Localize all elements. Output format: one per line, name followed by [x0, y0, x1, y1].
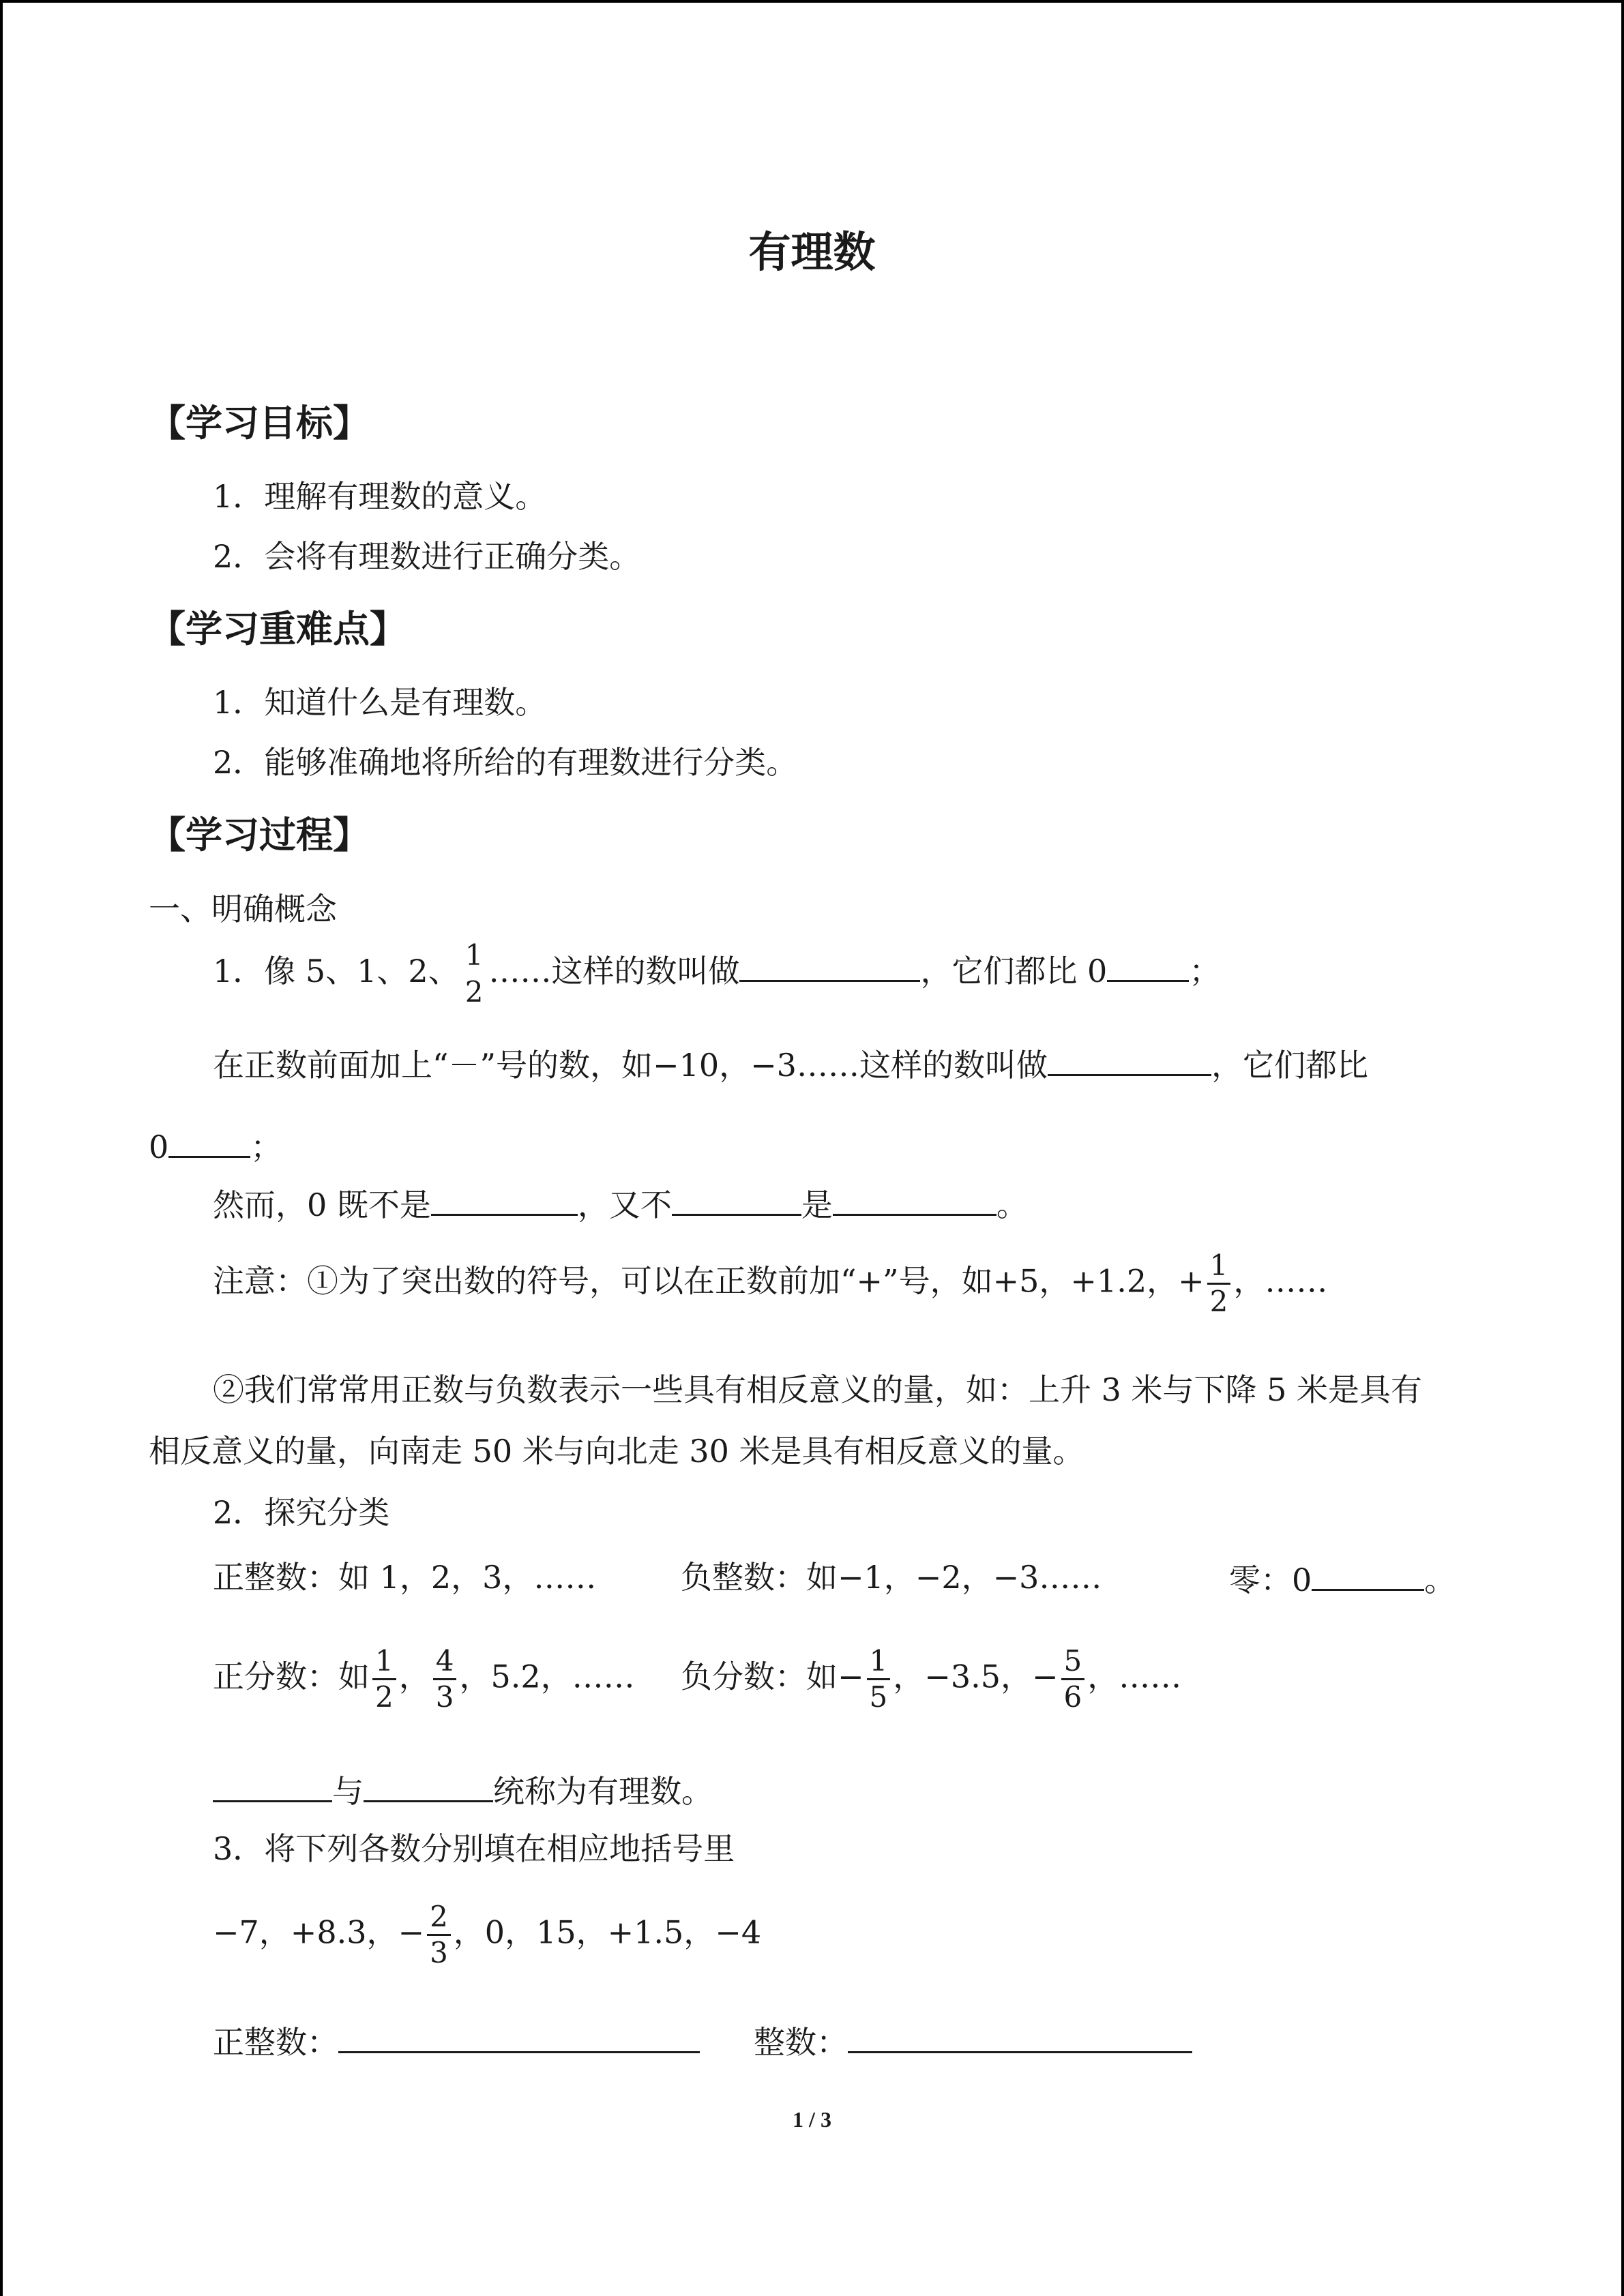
negative-fraction-1-numerator: 1 [867, 1647, 891, 1680]
negative-def-zero: 0 [149, 1129, 169, 1165]
q1-line [213, 938, 1221, 1009]
note2-line-1: ②我们常常用正数与负数表示一些具有相反意义的量，如：上升 3 米与下降 5 米是具有 [213, 1371, 1423, 1408]
negative-example-2: −3 [750, 1047, 797, 1084]
positive-fractions-rest: ，5.2，…… [459, 1658, 635, 1695]
negative-integers-values: −1，−2，−3…… [838, 1559, 1102, 1596]
zero-category-end: 。 [1424, 1562, 1456, 1598]
negative-integers-label: 负整数：如 [681, 1559, 838, 1596]
q3-fraction [427, 1900, 451, 1969]
page-border-top [0, 0, 1624, 3]
key-point-item-1: 1．知道什么是有理数。 [213, 684, 547, 721]
note1-text-b: ，…… [1233, 1262, 1328, 1300]
negative-def-text-a: 在正数前面加上“－”号的数，如 [213, 1047, 653, 1084]
negative-fraction-1-denominator: 5 [869, 1680, 888, 1714]
fill-positive-integers-label: 正整数： [213, 2024, 338, 2061]
positive-fractions-label: 正分数：如 [213, 1658, 370, 1695]
heading-key-points: 【学习重难点】 [149, 608, 407, 651]
q1-text-c: ，它们都比 0 [920, 953, 1108, 989]
note2-line-2: 相反意义的量，向南走 50 米与向北走 30 米是具有相反意义的量。 [149, 1433, 1084, 1470]
positive-fraction-2 [433, 1644, 457, 1714]
q1-text-a: 1．像 5、1、2、 [213, 953, 460, 989]
q3-fraction-numerator: 2 [427, 1903, 451, 1936]
zero-blank-3[interactable] [833, 1187, 996, 1216]
fill-integers-blank[interactable] [848, 2024, 1192, 2053]
zero-text-a: 然而，0 既不是 [213, 1187, 431, 1223]
negative-fractions-end: ，…… [1087, 1658, 1182, 1695]
negative-def-line [213, 1047, 1368, 1084]
note1-fraction-numerator: 1 [1207, 1251, 1231, 1285]
note1-line [213, 1251, 1327, 1316]
page-border-right [1621, 0, 1624, 2296]
negative-fraction-2-denominator: 6 [1063, 1680, 1082, 1714]
zero-text-d: 。 [996, 1187, 1028, 1223]
q1-fraction-denominator: 2 [464, 975, 484, 1009]
positive-integers-line: 正整数：如 1，2，3，…… [213, 1559, 597, 1596]
q3-fraction-denominator: 3 [430, 1936, 448, 1969]
negative-def-text-e: ； [250, 1129, 282, 1165]
q3-numbers-b: ，0，15，+1.5，−4 [453, 1913, 762, 1951]
negative-def-blank-2[interactable] [168, 1129, 250, 1158]
zero-blank-2[interactable] [672, 1187, 801, 1216]
q1-blank-2[interactable] [1107, 953, 1189, 982]
q2-heading: 2．探究分类 [213, 1494, 390, 1531]
q1-text-b: ……这样的数叫做 [488, 953, 740, 989]
negative-def-line-2 [149, 1129, 282, 1163]
negative-fractions-mid: ，−3.5， [893, 1658, 1032, 1695]
negative-fraction-2-numerator: 5 [1061, 1647, 1085, 1680]
q1-text-d: ； [1189, 953, 1221, 989]
note1-text-a: 注意：①为了突出数的符号，可以在正数前加“+”号，如+5，+1.2，+ [213, 1262, 1205, 1300]
positive-fraction-1-denominator: 2 [375, 1680, 394, 1714]
zero-category-line [1229, 1562, 1456, 1596]
negative-fraction-2 [1061, 1644, 1085, 1714]
part1-heading: 一、明确概念 [149, 891, 337, 927]
unify-blank-1[interactable] [213, 1773, 332, 1802]
page-number: 1 / 3 [793, 2107, 831, 2132]
note1-fraction [1207, 1251, 1231, 1316]
negative-integers-line [681, 1559, 1102, 1596]
negative-example-sep: ， [719, 1047, 751, 1084]
q1-fraction [462, 938, 486, 1009]
negative-def-text-b: ……这样的数叫做 [796, 1047, 1048, 1084]
q3-heading: 3．将下列各数分别填在相应地括号里 [213, 1830, 735, 1867]
q3-fraction-sign: − [398, 1913, 425, 1951]
fill-integers-label: 整数： [754, 2024, 848, 2061]
negative-fraction-1 [867, 1644, 891, 1714]
negative-def-blank-1[interactable] [1048, 1047, 1211, 1076]
positive-fraction-1 [372, 1644, 396, 1714]
unify-line [213, 1773, 713, 1810]
q3-numbers-a: −7，+8.3， [213, 1913, 398, 1951]
heading-process: 【学习过程】 [149, 814, 370, 856]
negative-fraction-2-sign: − [1031, 1658, 1059, 1695]
zero-text-b: ，又不 [577, 1187, 672, 1223]
note1-fraction-denominator: 2 [1209, 1285, 1228, 1318]
negative-fractions-label: 负分数：如 [681, 1658, 838, 1695]
negative-example-1: −10 [653, 1047, 720, 1084]
q1-blank-1[interactable] [739, 953, 920, 982]
fill-integers [754, 2024, 1192, 2061]
unify-blank-2[interactable] [364, 1773, 493, 1802]
key-point-item-2: 2．能够准确地将所给的有理数进行分类。 [213, 744, 798, 781]
zero-category-blank[interactable] [1312, 1562, 1424, 1591]
zero-category-label: 零：0 [1229, 1562, 1312, 1598]
goal-item-1: 1．理解有理数的意义。 [213, 478, 547, 515]
heading-goals: 【学习目标】 [149, 402, 370, 445]
positive-fractions-line [213, 1644, 635, 1714]
positive-fraction-1-numerator: 1 [372, 1647, 396, 1680]
fill-positive-integers-blank[interactable] [338, 2024, 700, 2053]
positive-fractions-sep: ， [398, 1658, 430, 1695]
negative-fractions-line [681, 1644, 1182, 1714]
unify-text-b: 统称为有理数。 [493, 1773, 713, 1810]
positive-fraction-2-denominator: 3 [435, 1680, 454, 1714]
positive-fraction-2-numerator: 4 [433, 1647, 457, 1680]
page-border-left [0, 0, 3, 2296]
fill-positive-integers [213, 2024, 700, 2061]
q3-numbers-line [213, 1900, 762, 1969]
goal-item-2: 2．会将有理数进行正确分类。 [213, 538, 641, 575]
zero-line [213, 1187, 1028, 1221]
negative-def-text-c: ，它们都比 [1211, 1047, 1368, 1084]
zero-blank-1[interactable] [431, 1187, 578, 1216]
q1-fraction-numerator: 1 [464, 938, 484, 972]
negative-fraction-1-sign: − [838, 1658, 864, 1695]
unify-text-a: 与 [332, 1773, 364, 1810]
zero-text-c: 是 [801, 1187, 833, 1223]
page-title: 有理数 [748, 227, 876, 277]
